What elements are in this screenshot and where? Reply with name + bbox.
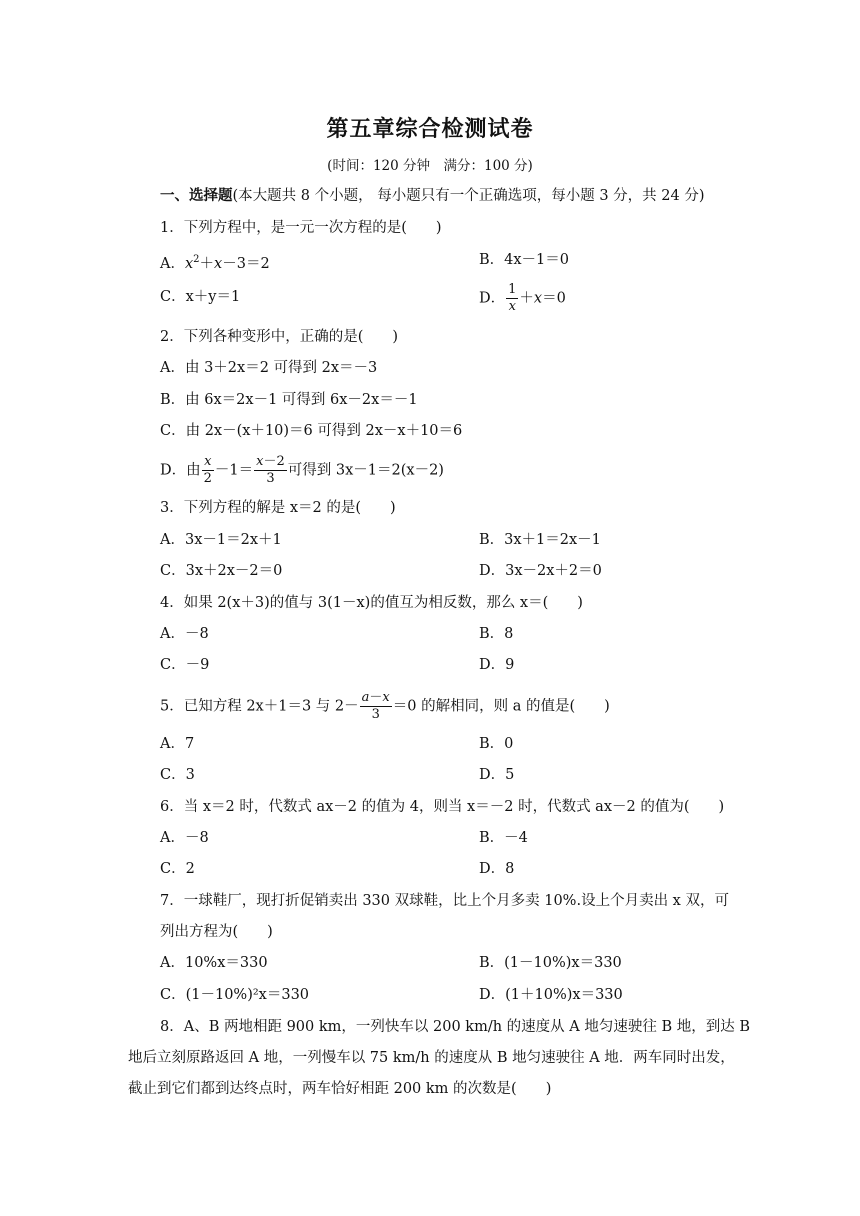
option-d-prefix: D．由	[160, 462, 201, 479]
question-7-stem: 7．一球鞋厂，现打折促销卖出 330 双球鞋，比上个月多卖 10%.设上个月卖出 x 双，可	[160, 893, 729, 909]
section-description: (本大题共 8 个小题， 每小题只有一个正确选项，每小题 3 分，共 24 分)	[232, 188, 705, 204]
question-5-stem	[160, 690, 610, 723]
question-1-option-a: A．$x^2+x-3=2$	[160, 254, 270, 272]
question-8-line-1: 8．A、B 两地相距 900 km，一列快车以 200 km/h 的速度从 A 地匀速驶往 B 地，到达 B	[160, 1019, 750, 1035]
question-3-option-c: C．3x＋2x－2＝0	[160, 563, 283, 579]
question-6-option-b: B．－4	[479, 830, 528, 846]
option-a-label: A．	[160, 256, 185, 272]
fraction: $\frac{x}{2}$	[203, 454, 212, 486]
fraction: $\frac{1}{x}$	[508, 282, 517, 314]
question-8-line-3: 截止到它们都到达终点时，两车恰好相距 200 km 的次数是( )	[128, 1081, 552, 1097]
question-3-option-a: A．3x－1＝2x＋1	[160, 532, 282, 548]
question-6-stem: 6．当 x＝2 时，代数式 ax－2 的值为 4，则当 x＝－2 时，代数式 ax－2 的值为( )	[160, 799, 725, 815]
question-5-option-d: D．5	[479, 767, 515, 783]
question-5-stem-prefix: 5．已知方程 2x＋1＝3 与 2－	[160, 698, 359, 715]
question-4-option-d: D．9	[479, 657, 515, 673]
exam-time-score: (时间：120 分钟 满分：100 分)	[327, 158, 533, 174]
question-6-option-a: A．－8	[160, 830, 209, 846]
fraction: $\frac{x-2}{3}$	[256, 454, 285, 486]
question-5-option-b: B．0	[479, 736, 514, 752]
question-4-option-c: C．－9	[160, 657, 210, 673]
option-d-label: D．	[479, 290, 506, 307]
question-7-option-c: C．(1－10%)²x＝330	[160, 987, 310, 1003]
question-2-option-c: C．由 2x－(x＋10)＝6 可得到 2x－x＋10＝6	[160, 423, 463, 439]
question-7-option-a: A．10%x＝330	[160, 955, 268, 971]
question-3-stem: 3．下列方程的解是 x＝2 的是( )	[160, 500, 396, 516]
section-heading	[160, 185, 704, 207]
question-4-option-a: A．－8	[160, 626, 209, 642]
fraction: $\frac{a-x}{3}$	[361, 690, 390, 722]
question-5-option-c: C．3	[160, 767, 195, 783]
question-2-stem: 2．下列各种变形中，正确的是( )	[160, 329, 399, 345]
section-title: 一、选择题	[160, 188, 233, 204]
question-6-option-c: C．2	[160, 861, 195, 877]
question-3-option-d: D．3x－2x＋2＝0	[479, 563, 602, 579]
question-2-option-a: A．由 3＋2x＝2 可得到 2x＝－3	[160, 360, 378, 376]
question-4-stem: 4．如果 2(x＋3)的值与 3(1－x)的值互为相反数，那么 x＝( )	[160, 595, 583, 611]
question-3-option-b: B．3x＋1＝2x－1	[479, 532, 601, 548]
question-1-option-b: B．4x－1＝0	[479, 252, 570, 268]
question-2-option-d: D．由 $\frac{x}{2}$ －1＝ $\frac{x-2}{3}$ 可得到 3x－1＝2(x－2)	[160, 454, 444, 486]
question-4-option-b: B．8	[479, 626, 514, 642]
question-5-stem-suffix: ＝0 的解相同，则 a 的值是( )	[392, 698, 610, 715]
question-1-stem: 1．下列方程中，是一元一次方程的是( )	[160, 220, 442, 236]
question-8-line-2: 地后立刻原路返回 A 地，一列慢车以 75 km/h 的速度从 B 地匀速驶往 A 地．两车同时出发，	[128, 1050, 735, 1066]
question-7-stem-continued: 列出方程为( )	[160, 924, 273, 940]
question-5-option-a: A．7	[160, 736, 195, 752]
question-1-option-d: D． $\frac{1}{x}$ ＋x＝0	[479, 282, 566, 314]
question-7-option-b: B．(1－10%)x＝330	[479, 955, 622, 971]
page-title: 第五章综合检测试卷	[326, 117, 534, 142]
question-1-option-c: C．x＋y＝1	[160, 289, 241, 305]
option-d-suffix: 可得到 3x－1＝2(x－2)	[287, 462, 444, 479]
question-2-option-b: B．由 6x＝2x－1 可得到 6x－2x＝－1	[160, 392, 418, 408]
question-7-option-d: D．(1＋10%)x＝330	[479, 987, 623, 1003]
question-6-option-d: D．8	[479, 861, 515, 877]
